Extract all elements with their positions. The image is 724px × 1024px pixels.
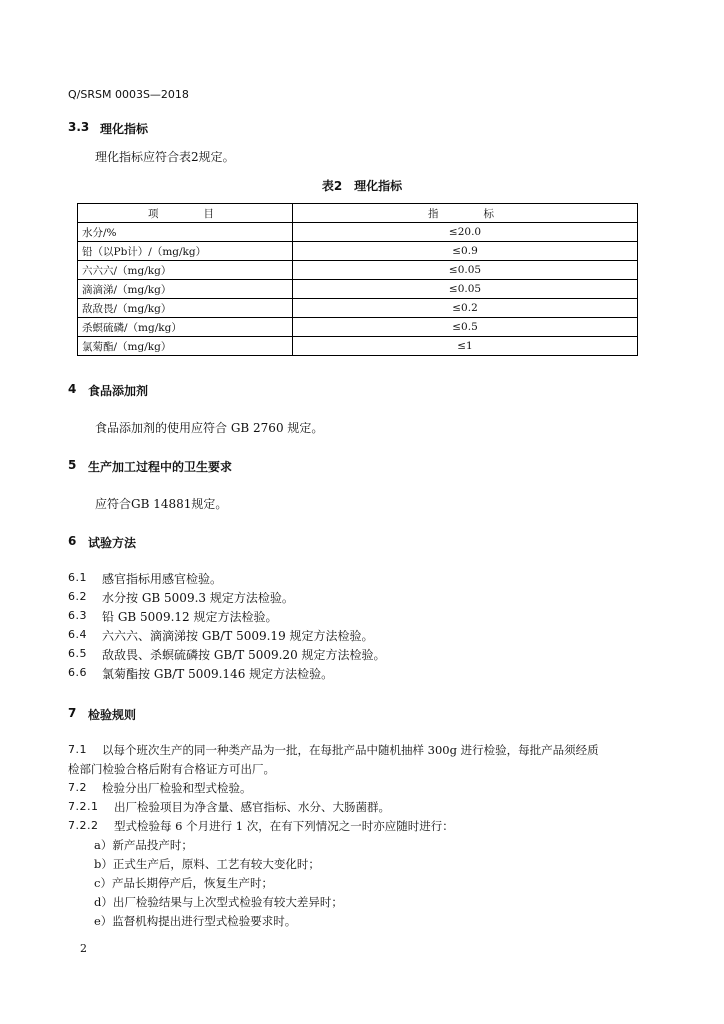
section-number: 5	[68, 458, 77, 472]
table-cell-item: 六六六/（mg/kg）	[78, 261, 293, 280]
list-item: c）产品长期停产后，恢复生产时；	[94, 876, 273, 890]
table-header-row	[78, 204, 638, 223]
page-number: 2	[80, 942, 87, 955]
clause-number: 6.2	[68, 590, 87, 603]
clause-number: 6.5	[68, 647, 87, 660]
section-title: 食品添加剂	[88, 384, 149, 398]
table-row	[78, 261, 638, 280]
table-row	[78, 223, 638, 242]
clause-text: 型式检验每 6 个月进行 1 次，在有下列情况之一时亦应随时进行：	[114, 819, 454, 833]
table-row	[78, 242, 638, 261]
table-cell-item: 铅（以Pb计）/（mg/kg）	[78, 242, 293, 261]
section-title: 生产加工过程中的卫生要求	[88, 460, 233, 474]
table-cell-value: ≤1	[293, 337, 638, 356]
clause-number: 7.2	[68, 781, 87, 794]
clause-number: 7.1	[68, 743, 87, 756]
clause-text: 以每个班次生产的同一种类产品为一批，在每批产品中随机抽样 300g 进行检验，每批产品须经质	[102, 743, 599, 757]
clause-number: 6.3	[68, 609, 87, 622]
table-cell-value: ≤0.5	[293, 318, 638, 337]
list-item: e）监督机构提出进行型式检验要求时。	[94, 914, 297, 928]
paragraph: 应符合GB 14881规定。	[95, 497, 228, 511]
table-cell-value: ≤0.2	[293, 299, 638, 318]
clause-text: 铅 GB 5009.12 规定方法检验。	[102, 610, 278, 624]
section-title: 试验方法	[88, 536, 137, 550]
list-item: b）正式生产后，原料、工艺有较大变化时；	[94, 857, 320, 871]
column-header-item: 项 目	[78, 204, 293, 223]
section-title: 检验规则	[88, 708, 137, 722]
paragraph: 食品添加剂的使用应符合 GB 2760 规定。	[95, 421, 324, 435]
section-title: 理化指标	[100, 122, 149, 136]
table-cell-item: 滴滴涕/（mg/kg）	[78, 280, 293, 299]
clause-text: 氯菊酯按 GB/T 5009.146 规定方法检验。	[102, 667, 334, 681]
clause-number: 7.2.2	[68, 819, 99, 832]
table-cell-item: 水分/%	[78, 223, 293, 242]
clause-text-continuation: 检部门检验合格后附有合格证方可出厂。	[68, 762, 275, 776]
list-item: d）出厂检验结果与上次型式检验有较大差异时；	[94, 895, 343, 909]
table-cell-value: ≤0.9	[293, 242, 638, 261]
table-cell-item: 氯菊酯/（mg/kg）	[78, 337, 293, 356]
document-code: Q/SRSM 0003S—2018	[68, 88, 189, 101]
table-cell-value: ≤20.0	[293, 223, 638, 242]
clause-number: 7.2.1	[68, 800, 99, 813]
column-header-value: 指 标	[293, 204, 638, 223]
section-number: 4	[68, 382, 77, 396]
physicochemical-table	[77, 203, 638, 356]
section-number: 7	[68, 706, 77, 720]
clause-number: 6.6	[68, 666, 87, 679]
table-cell-value: ≤0.05	[293, 261, 638, 280]
table-row	[78, 318, 638, 337]
table-caption: 表2 理化指标	[321, 179, 403, 193]
list-item: a）新产品投产时；	[94, 838, 193, 852]
section-number: 6	[68, 534, 77, 548]
table-row	[78, 299, 638, 318]
clause-text: 六六六、滴滴涕按 GB/T 5009.19 规定方法检验。	[102, 629, 374, 643]
clause-text: 感官指标用感官检验。	[102, 572, 223, 586]
table-row	[78, 337, 638, 356]
clause-number: 6.1	[68, 571, 87, 584]
paragraph: 理化指标应符合表2规定。	[95, 150, 235, 164]
table-row	[78, 280, 638, 299]
table-cell-item: 杀螟硫磷/（mg/kg）	[78, 318, 293, 337]
section-number: 3.3	[68, 120, 90, 134]
clause-text: 敌敌畏、杀螟硫磷按 GB/T 5009.20 规定方法检验。	[102, 648, 386, 662]
table-cell-item: 敌敌畏/（mg/kg）	[78, 299, 293, 318]
clause-number: 6.4	[68, 628, 87, 641]
clause-text: 出厂检验项目为净含量、感官指标、水分、大肠菌群。	[114, 800, 390, 814]
clause-text: 检验分出厂检验和型式检验。	[102, 781, 252, 795]
clause-text: 水分按 GB 5009.3 规定方法检验。	[102, 591, 294, 605]
table-cell-value: ≤0.05	[293, 280, 638, 299]
